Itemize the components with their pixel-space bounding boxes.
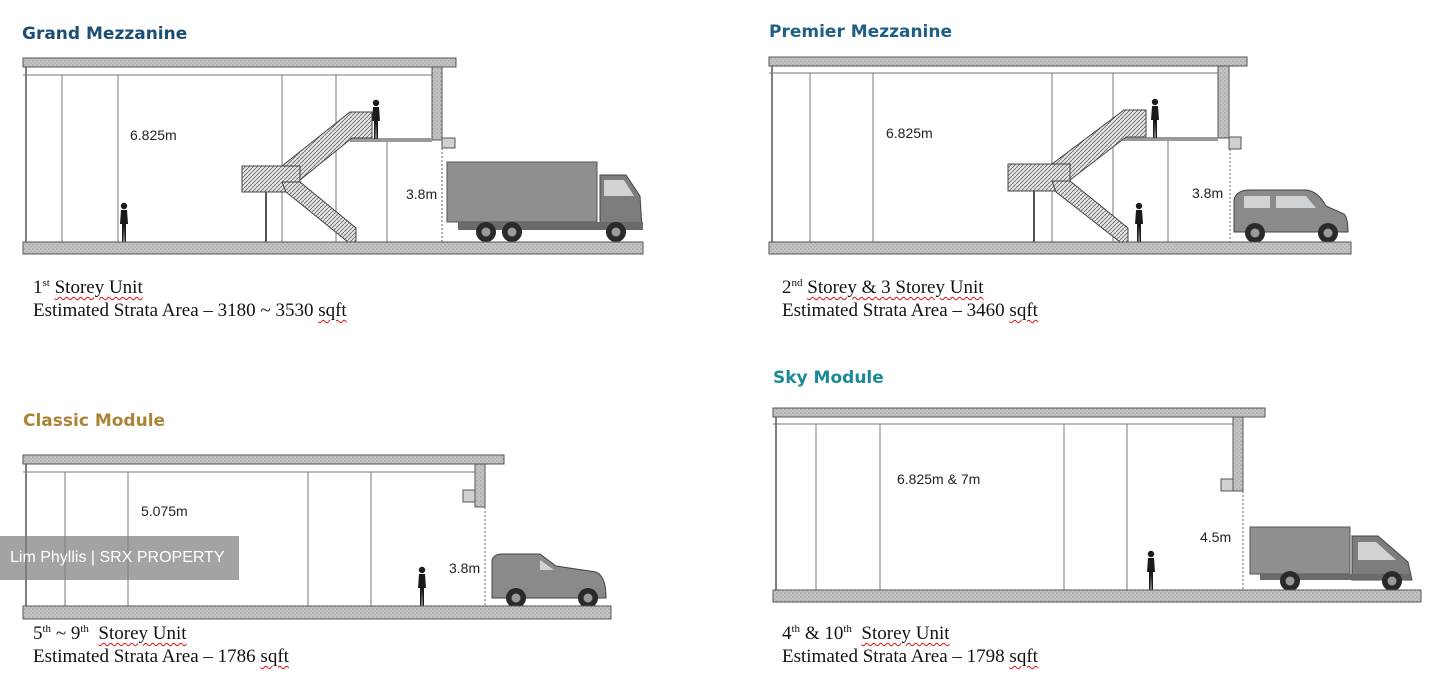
watermark-banner: Lim Phyllis | SRX PROPERTY [0, 536, 239, 580]
premier-mezzanine-title: Premier Mezzanine [769, 22, 953, 42]
sky-storey-line: 4th & 10th Storey Unit [782, 623, 950, 644]
van-icon [1234, 190, 1348, 243]
classic-module-title: Classic Module [23, 411, 166, 431]
premier-clearance-label: 3.8m [1192, 185, 1224, 201]
truck-icon [447, 162, 643, 242]
premier-mezzanine-section [769, 57, 1351, 254]
person-on-mezzanine-icon [1151, 99, 1159, 138]
sky-clearance-label: 4.5m [1200, 529, 1232, 545]
grand-mezzanine-title: Grand Mezzanine [22, 24, 188, 44]
classic-area-line: Estimated Strata Area – 1786 sqft [33, 646, 289, 667]
person-icon [418, 567, 426, 606]
person-icon [1135, 203, 1143, 242]
classic-clearance-label: 3.8m [449, 560, 481, 576]
person-icon [1147, 551, 1155, 590]
premier-storey-line: 2nd Storey & 3 Storey Unit [782, 277, 984, 298]
sky-caption [782, 618, 1038, 668]
lorry-icon [1250, 527, 1412, 591]
classic-storey-line: 5th ~ 9th Storey Unit [33, 623, 187, 644]
classic-height-label: 5.075m [141, 503, 188, 519]
grand-height-label: 6.825m [130, 127, 177, 143]
premier-caption [782, 272, 1038, 322]
premier-height-label: 6.825m [886, 125, 933, 141]
pickup-truck-icon [492, 554, 606, 608]
sky-area-line: Estimated Strata Area – 1798 sqft [782, 646, 1038, 667]
grand-clearance-label: 3.8m [406, 186, 438, 202]
person-on-mezzanine-icon [372, 100, 380, 139]
person-icon [120, 203, 128, 242]
staircase [1008, 110, 1146, 242]
grand-caption [33, 272, 347, 322]
staircase [242, 112, 372, 242]
sky-height-label: 6.825m & 7m [897, 471, 981, 487]
classic-caption [33, 618, 289, 668]
premier-area-line: Estimated Strata Area – 3460 sqft [782, 300, 1038, 321]
grand-storey-line: 1st Storey Unit [33, 277, 143, 298]
grand-mezzanine-section [23, 58, 643, 254]
sky-module-section [773, 408, 1421, 602]
grand-area-line: Estimated Strata Area – 3180 ~ 3530 sqft [33, 300, 347, 321]
sky-module-title: Sky Module [773, 368, 884, 388]
